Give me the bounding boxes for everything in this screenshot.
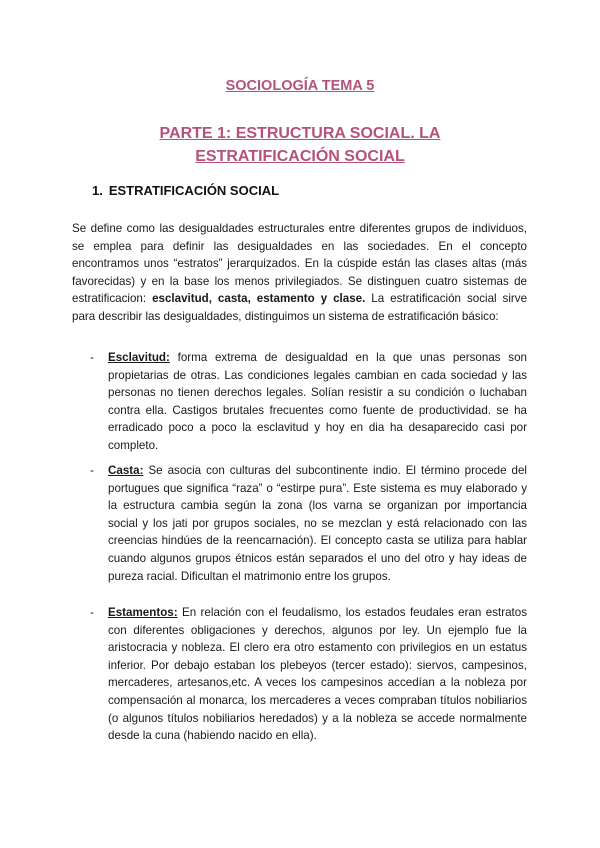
list-item-esclavitud — [90, 349, 527, 455]
term-description: En relación con el feudalismo, los estados feudales eran estratos con diferentes obligaciones y derechos, algunos por ley. Un ejemplo fue la aristocracia y nobleza. El clero era otro estamento con privilegios en un estatus inferior. Por debajo estaban los plebeyos (tercer estado): siervos, campesinos, mercaderes, artesanos,etc. A veces los campesinos accedían a la nobleza por compensación al monarca, los mercaderes a veces compraban títulos nobiliarios (o algunos títulos nobiliarios heredados) y a la nobleza se accede normalmente desde la cuna (habiendo nacido en ella). — [108, 606, 527, 743]
intro-paragraph — [72, 220, 527, 326]
section-number: 1. — [92, 183, 103, 198]
list-bullet: - — [90, 351, 94, 364]
section-title: ESTRATIFICACIÓN SOCIAL — [108, 183, 280, 198]
term-description: Se asocia con culturas del subcontinente indio. El término procede del portugues que significa “raza” o “estirpe pura”. Este sistema es muy elaborado y la estructura cambia según la zona (los varna se organizan por importancia social y los jati por grupos sociales, no se mezclan y está relacionado con las creencias hindúes de la reencarnación). El concepto casta se utiliza para hablar cuando algunos grupos étnicos están separados el uno del otro y hay ideas de pureza racial. Dificultan el matrimonio entre los grupos. — [108, 464, 527, 583]
part-title: PARTE 1: ESTRUCTURA SOCIAL. LA ESTRATIFICACIÓN SOCIAL — [159, 125, 441, 165]
section-heading — [92, 183, 279, 198]
term-label: Casta: — [108, 464, 144, 477]
term-label: Estamentos: — [108, 606, 178, 619]
list-bullet: - — [90, 606, 94, 619]
term-label: Esclavitud: — [108, 351, 170, 364]
list-item-estamentos — [90, 604, 527, 745]
intro-bold-systems: esclavitud, casta, estamento y clase. — [152, 292, 366, 306]
document-title: SOCIOLOGÍA TEMA 5 — [225, 78, 375, 94]
intro-text-after: La estratificación social sirve para describir las desigualdades, distinguimos un sistema de estratificación básico: — [72, 292, 528, 323]
intro-text-before: Se define como las desigualdades estructurales entre diferentes grupos de individuos, se emplea para definir las desigualdades en las sociedades. En el concepto encontramos unos “estratos” jerarquizados. En la cúspide están las clases altas (más favorecidas) y en la base los menos privilegiados. Se distinguen cuatro sistemas de estratificacion: — [72, 222, 527, 306]
list-bullet: - — [90, 464, 94, 477]
list-item-casta — [90, 462, 527, 585]
term-description: forma extrema de desigualdad en la que unas personas son propietarias de otras. Las condiciones legales cambian en cada sociedad y las personas no tienen derechos legales. Solían resistir a su condición o luchaban contra ella. Castigos brutales frecuentes como fuente de productividad. se ha erradicado poco a poco la esclavitud y hoy en dia ha desaparecido casi por completo. — [108, 351, 527, 452]
